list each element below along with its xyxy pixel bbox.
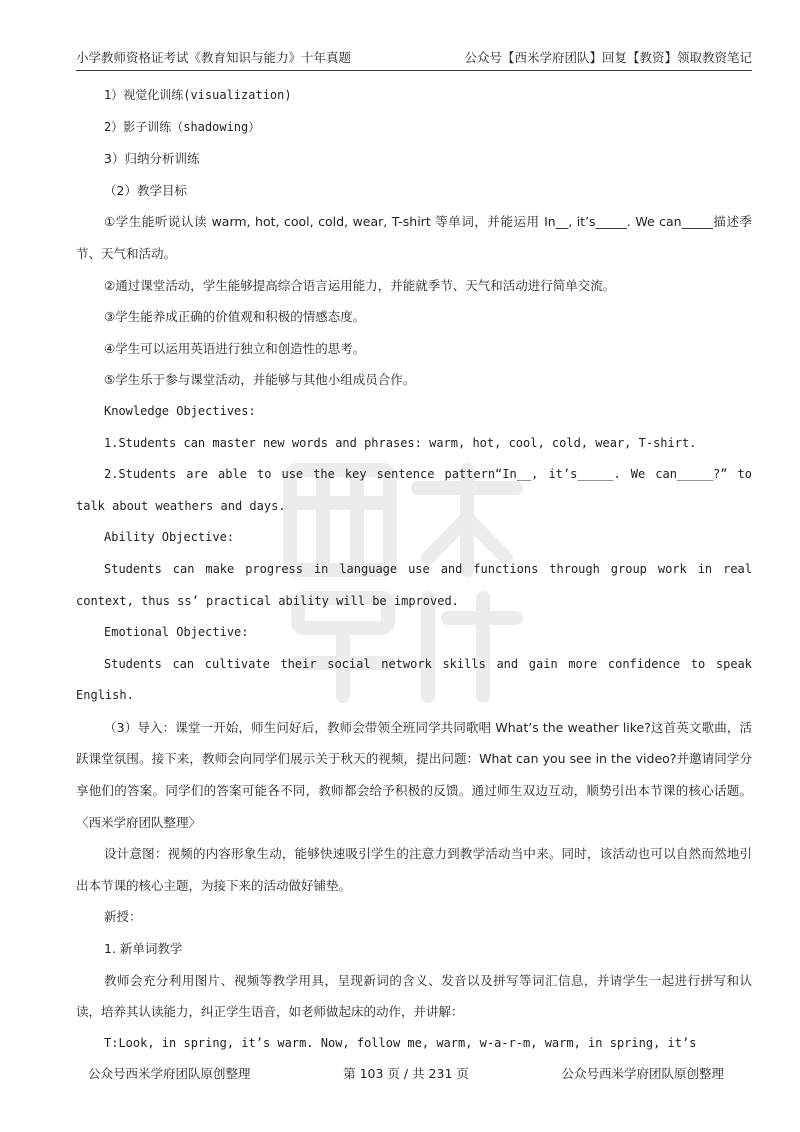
knowledge-objectives-heading: Knowledge Objectives: <box>104 403 256 418</box>
knowledge-objective-2: 2.Students are able to use the key sentence pattern“In__, it’s_____. We can_____?” to talk about weathers and days. <box>76 467 752 513</box>
intro-paragraph: （3）导入：课堂一开始，师生问好后，教师会带领全班同学共同歌唱 What’s the weather like?这首英文歌曲，活跃课堂氛围。接下来，教师会向同学们展示关于秋天的视频，提出问题：What can you see in the video?并邀请同学分享他们的答案。同学们的答案可能各不同，教师都会给予积极的反馈。通过师生双边互动，顺势引出本节课的核心话题。〈西米学府团队整理〉 <box>76 719 752 830</box>
training-item-visualization: 1）视觉化训练(visualization) <box>104 88 292 102</box>
training-item-shadowing: 2）影子训练（shadowing） <box>104 119 261 134</box>
emotional-objective-text: Students can cultivate their social network skills and gain more confidence to speak English. <box>76 656 752 703</box>
teacher-dialogue: T:Look, in spring, it’s warm. Now, follow me, warm, w-a-r-m, warm, in spring, it’s <box>104 1035 697 1050</box>
footer-left-text: 公众号西米学府团队原创整理 <box>88 1066 251 1081</box>
section-heading-goals: （2）教学目标 <box>104 182 187 198</box>
new-words-description: 教师会充分利用图片、视频等教学用具，呈现新词的含义、发音以及拼写等词汇信息，并请学生一起进行拼写和认读，培养其认读能力，纠正学生语音，如老师做起床的动作，并讲解： <box>76 972 752 1020</box>
page-footer <box>88 1064 724 1082</box>
footer-right-text: 公众号西米学府团队原创整理 <box>561 1066 724 1081</box>
header-right-text: 公众号【西米学府团队】回复【教资】领取教资笔记 <box>464 50 752 65</box>
design-intent-paragraph: 设计意图：视频的内容形象生动，能够快速吸引学生的注意力到教学活动当中来。同时，该活动也可以自然而然地引出本节课的核心主题，为接下来的活动做好铺垫。 <box>76 846 752 893</box>
ability-objective-text: Students can make progress in language use and functions through group work in real context, thus ss’ practical ability will be improved. <box>76 561 752 608</box>
goal-item-5: ⑤学生乐于参与课堂活动，并能够与其他小组成员合作。 <box>104 372 416 388</box>
goal-item-3: ③学生能养成正确的价值观和积极的情感态度。 <box>104 309 366 325</box>
new-words-heading: 1. 新单词教学 <box>104 941 183 957</box>
header-left-text: 小学教师资格证考试《教育知识与能力》十年真题 <box>76 50 352 65</box>
emotional-objective-heading: Emotional Objective: <box>104 625 249 640</box>
page-header <box>76 44 752 71</box>
page-number: 第 103 页 / 共 231 页 <box>343 1066 469 1081</box>
goal-item-1: ①学生能听说认读 warm, hot, cool, cold, wear, T-shirt 等单词，并能运用 In__, it’s_____. We can_____描述季节、天气和活动。 <box>76 214 752 261</box>
ability-objective-heading: Ability Objective: <box>104 530 235 545</box>
goal-item-4: ④学生可以运用英语进行独立和创造性的思考。 <box>104 340 366 356</box>
knowledge-objective-1: 1.Students can master new words and phrases: warm, hot, cool, cold, wear, T-shirt. <box>104 435 697 450</box>
page-content <box>76 80 752 1059</box>
training-item-induction: 3）归纳分析训练 <box>104 151 200 167</box>
goal-item-2: ②通过课堂活动，学生能够提高综合语言运用能力，并能就季节、天气和活动进行简单交流。 <box>104 277 616 293</box>
new-teaching-heading: 新授： <box>104 909 142 925</box>
